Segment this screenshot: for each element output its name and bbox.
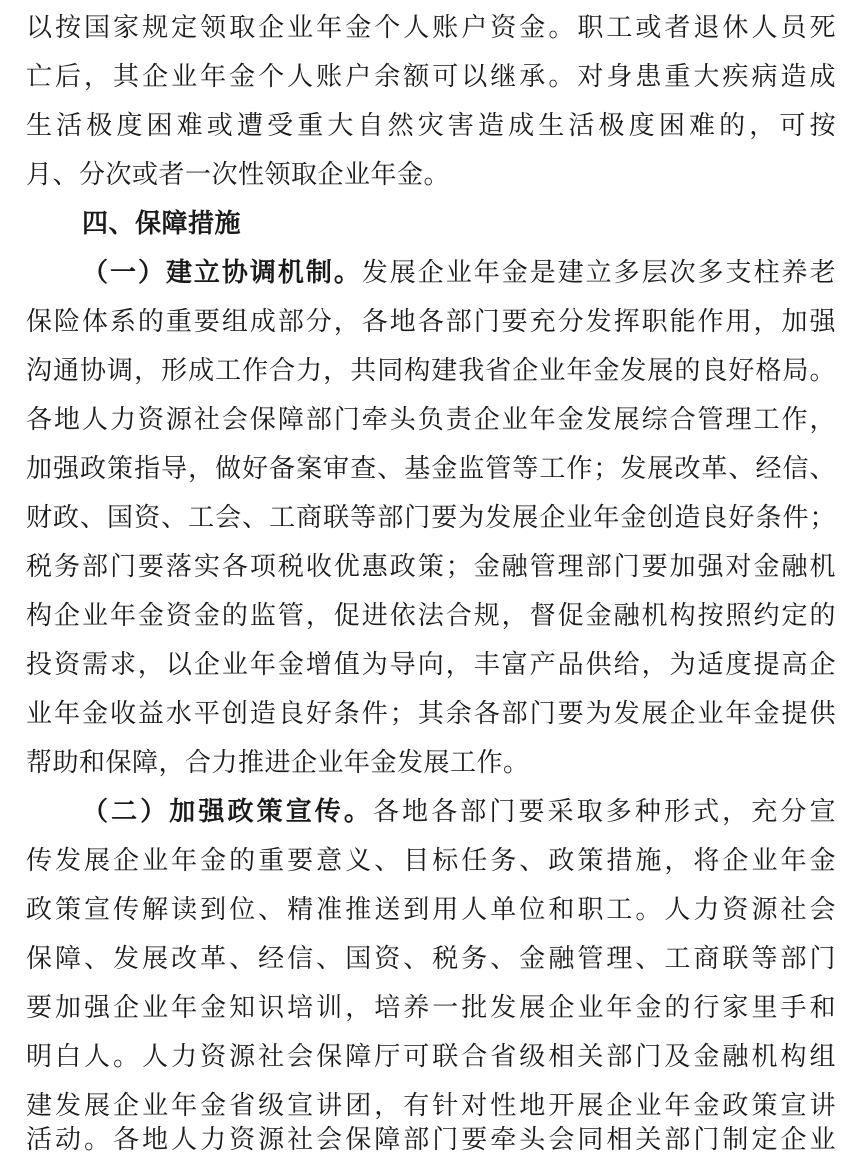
text-line: 保险体系的重要组成部分，各地各部门要充分发挥职能作用，加强: [26, 307, 836, 337]
text-line: 投资需求，以企业年金增值为导向，丰富产品供给，为适度提高企: [26, 650, 836, 680]
paragraph-first-rest: 各地各部门要采取多种形式，充分宣: [373, 797, 836, 827]
text-line: 亡后，其企业年金个人账户余额可以继承。对身患重大疾病造成: [26, 62, 836, 92]
text-line: 财政、国资、工会、工商联等部门要为发展企业年金创造良好条件；: [26, 503, 836, 533]
text-line: 生活极度困难或遭受重大自然灾害造成生活极度困难的，可按: [26, 111, 836, 141]
text-line: 以按国家规定领取企业年金个人账户资金。职工或者退休人员死: [26, 13, 836, 43]
text-line: 传发展企业年金的重要意义、目标任务、政策措施，将企业年金: [26, 846, 836, 876]
text-line: 月、分次或者一次性领取企业年金。: [26, 160, 451, 190]
text-line: 帮助和保障，合力推进企业年金发展工作。: [26, 748, 530, 778]
text-line: 建发展企业年金省级宣讲团，有针对性地开展企业年金政策宣讲: [26, 1091, 836, 1121]
text-line: 加强政策指导，做好备案审查、基金监管等工作；发展改革、经信、: [26, 454, 836, 484]
text-line: 构企业年金资金的监管，促进依法合规，督促金融机构按照约定的: [26, 601, 836, 631]
text-line: 沟通协调，形成工作合力，共同构建我省企业年金发展的良好格局。: [26, 356, 836, 386]
text-line: 税务部门要落实各项税收优惠政策；金融管理部门要加强对金融机: [26, 552, 836, 582]
paragraph-first-line: [82, 784, 836, 840]
text-line: 要加强企业年金知识培训，培养一批发展企业年金的行家里手和: [26, 993, 836, 1023]
text-line: 保障、发展改革、经信、国资、税务、金融管理、工商联等部门: [26, 944, 836, 974]
paragraph-lead: （二）加强政策宣传。: [82, 797, 373, 827]
text-line: 明白人。人力资源社会保障厅可联合省级相关部门及金融机构组: [26, 1042, 836, 1072]
section-heading: 四、保障措施: [82, 209, 242, 239]
text-line: 活动。各地人力资源社会保障部门要牵头会同相关部门制定企业: [26, 1125, 836, 1155]
text-line: 各地人力资源社会保障部门牵头负责企业年金发展综合管理工作，: [26, 405, 836, 435]
paragraph-lead: （一）建立协调机制。: [82, 258, 362, 288]
paragraph-first-rest: 发展企业年金是建立多层次多支柱养老: [361, 258, 836, 288]
paragraph-first-line: [82, 245, 836, 301]
text-line: 政策宣传解读到位、精准推送到用人单位和职工。人力资源社会: [26, 895, 836, 925]
text-line: 业年金收益水平创造良好条件；其余各部门要为发展企业年金提供: [26, 699, 836, 729]
